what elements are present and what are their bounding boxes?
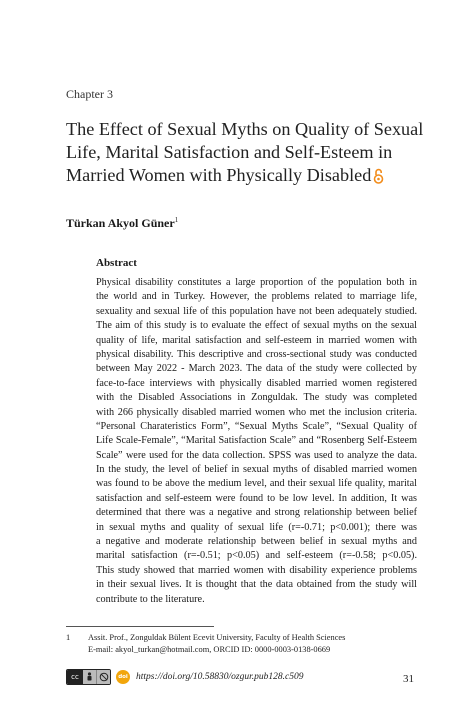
abstract-line: “Personal Charateristics Form”, “Sexual Myths Scale”, “Sexual Quality of	[96, 420, 417, 432]
noncommercial-icon	[96, 670, 110, 684]
abstract-line: The aim of this study is to evaluate the effect of sexual myths on the sexual	[96, 320, 417, 332]
abstract-body	[96, 276, 417, 607]
doi-icon[interactable]: doi	[116, 670, 130, 684]
chapter-title	[66, 118, 426, 190]
title-line-3-text: Married Women with Physically Disabled	[66, 165, 372, 185]
footnote-number: 1	[66, 633, 71, 642]
chapter-label: Chapter 3	[66, 87, 113, 101]
footnote-contact: E-mail: akyol_turkan@hotmail.com, ORCID ID: 0000-0003-0138-0669	[88, 644, 331, 654]
author	[66, 216, 178, 231]
license-bar	[66, 669, 304, 685]
attribution-icon	[83, 670, 96, 684]
doi-link[interactable]: https://doi.org/10.58830/ozgur.pub128.c509	[136, 672, 304, 682]
abstract-line: sexuality and sexual life of this population have not been adequately studied.	[96, 305, 417, 317]
cc-logo-icon: cc	[67, 670, 83, 684]
abstract-line: in sexual myths and quality of sexual life (r=-0.71; p<0.001); there was	[96, 521, 417, 533]
author-name: Türkan Akyol Güner	[66, 216, 175, 230]
abstract-line: This study showed that married women with disability experience problems	[96, 564, 417, 576]
abstract-line: with the Disabled Associations in Zonguldak. The study was completed	[96, 392, 417, 404]
abstract-line: contribute to the literature.	[96, 593, 205, 605]
footnote-divider	[66, 626, 214, 627]
abstract-heading: Abstract	[96, 257, 137, 269]
abstract-line: the world and in Turkey. However, the problems related to marriage life,	[96, 291, 417, 303]
abstract-line: Life Scale-Female”, “Marital Satisfaction Scale” and “Rosenberg Self-Esteem	[96, 435, 417, 447]
page-number: 31	[403, 673, 414, 685]
abstract-line: a negative and moderate relationship between belief in sexual myths and	[96, 536, 417, 548]
abstract-line: between May 2022 - March 2023. The data of the study were collected by	[96, 363, 417, 375]
abstract-line: In the study, the level of belief in sexual myths of disabled married women	[96, 464, 417, 476]
title-line-1: The Effect of Sexual Myths on Quality of Sexual	[66, 119, 424, 139]
footnote-affiliation: Assit. Prof., Zonguldak Bülent Ecevit University, Faculty of Health Sciences	[88, 633, 346, 642]
open-access-icon[interactable]	[373, 167, 384, 190]
abstract-line: satisfaction and self-esteem were found to be low level. In addition, It was	[96, 492, 417, 504]
footnote	[66, 632, 345, 655]
abstract-line: marital satisfaction (r=-0.51; p<0.05) and self-esteem (r=-0.58; p<0.05).	[96, 550, 417, 562]
abstract-line: face-to-face interviews with physically disabled married women registered	[96, 377, 417, 389]
abstract-line: determined that there was a negative and strong relationship between belief	[96, 507, 417, 519]
author-footnote-mark[interactable]: 1	[174, 216, 179, 224]
footnote-line-1	[66, 632, 345, 644]
cc-license-icon[interactable]	[66, 669, 111, 685]
abstract-line: Scale” were used for the data collection. SPSS was used to analyze the data.	[96, 449, 417, 461]
title-line-3	[66, 164, 426, 190]
abstract-line: in their sexual lives. It is thought that the data obtained from the study will	[96, 579, 417, 591]
abstract-line: quality of life, marital satisfaction and self-esteem in married women with	[96, 334, 417, 346]
abstract-line: physical disability. This descriptive and cross-sectional study was conducted	[96, 348, 417, 360]
title-line-2: Life, Marital Satisfaction and Self-Esteem in	[66, 142, 393, 162]
abstract-line: with 266 physically disabled married women who met the inclusion criteria.	[96, 406, 417, 418]
abstract-line: was found to be above the medium level, and their sexual life quality, marital	[96, 478, 417, 490]
abstract-line: Physical disability constitutes a large proportion of the population both in	[96, 277, 417, 288]
